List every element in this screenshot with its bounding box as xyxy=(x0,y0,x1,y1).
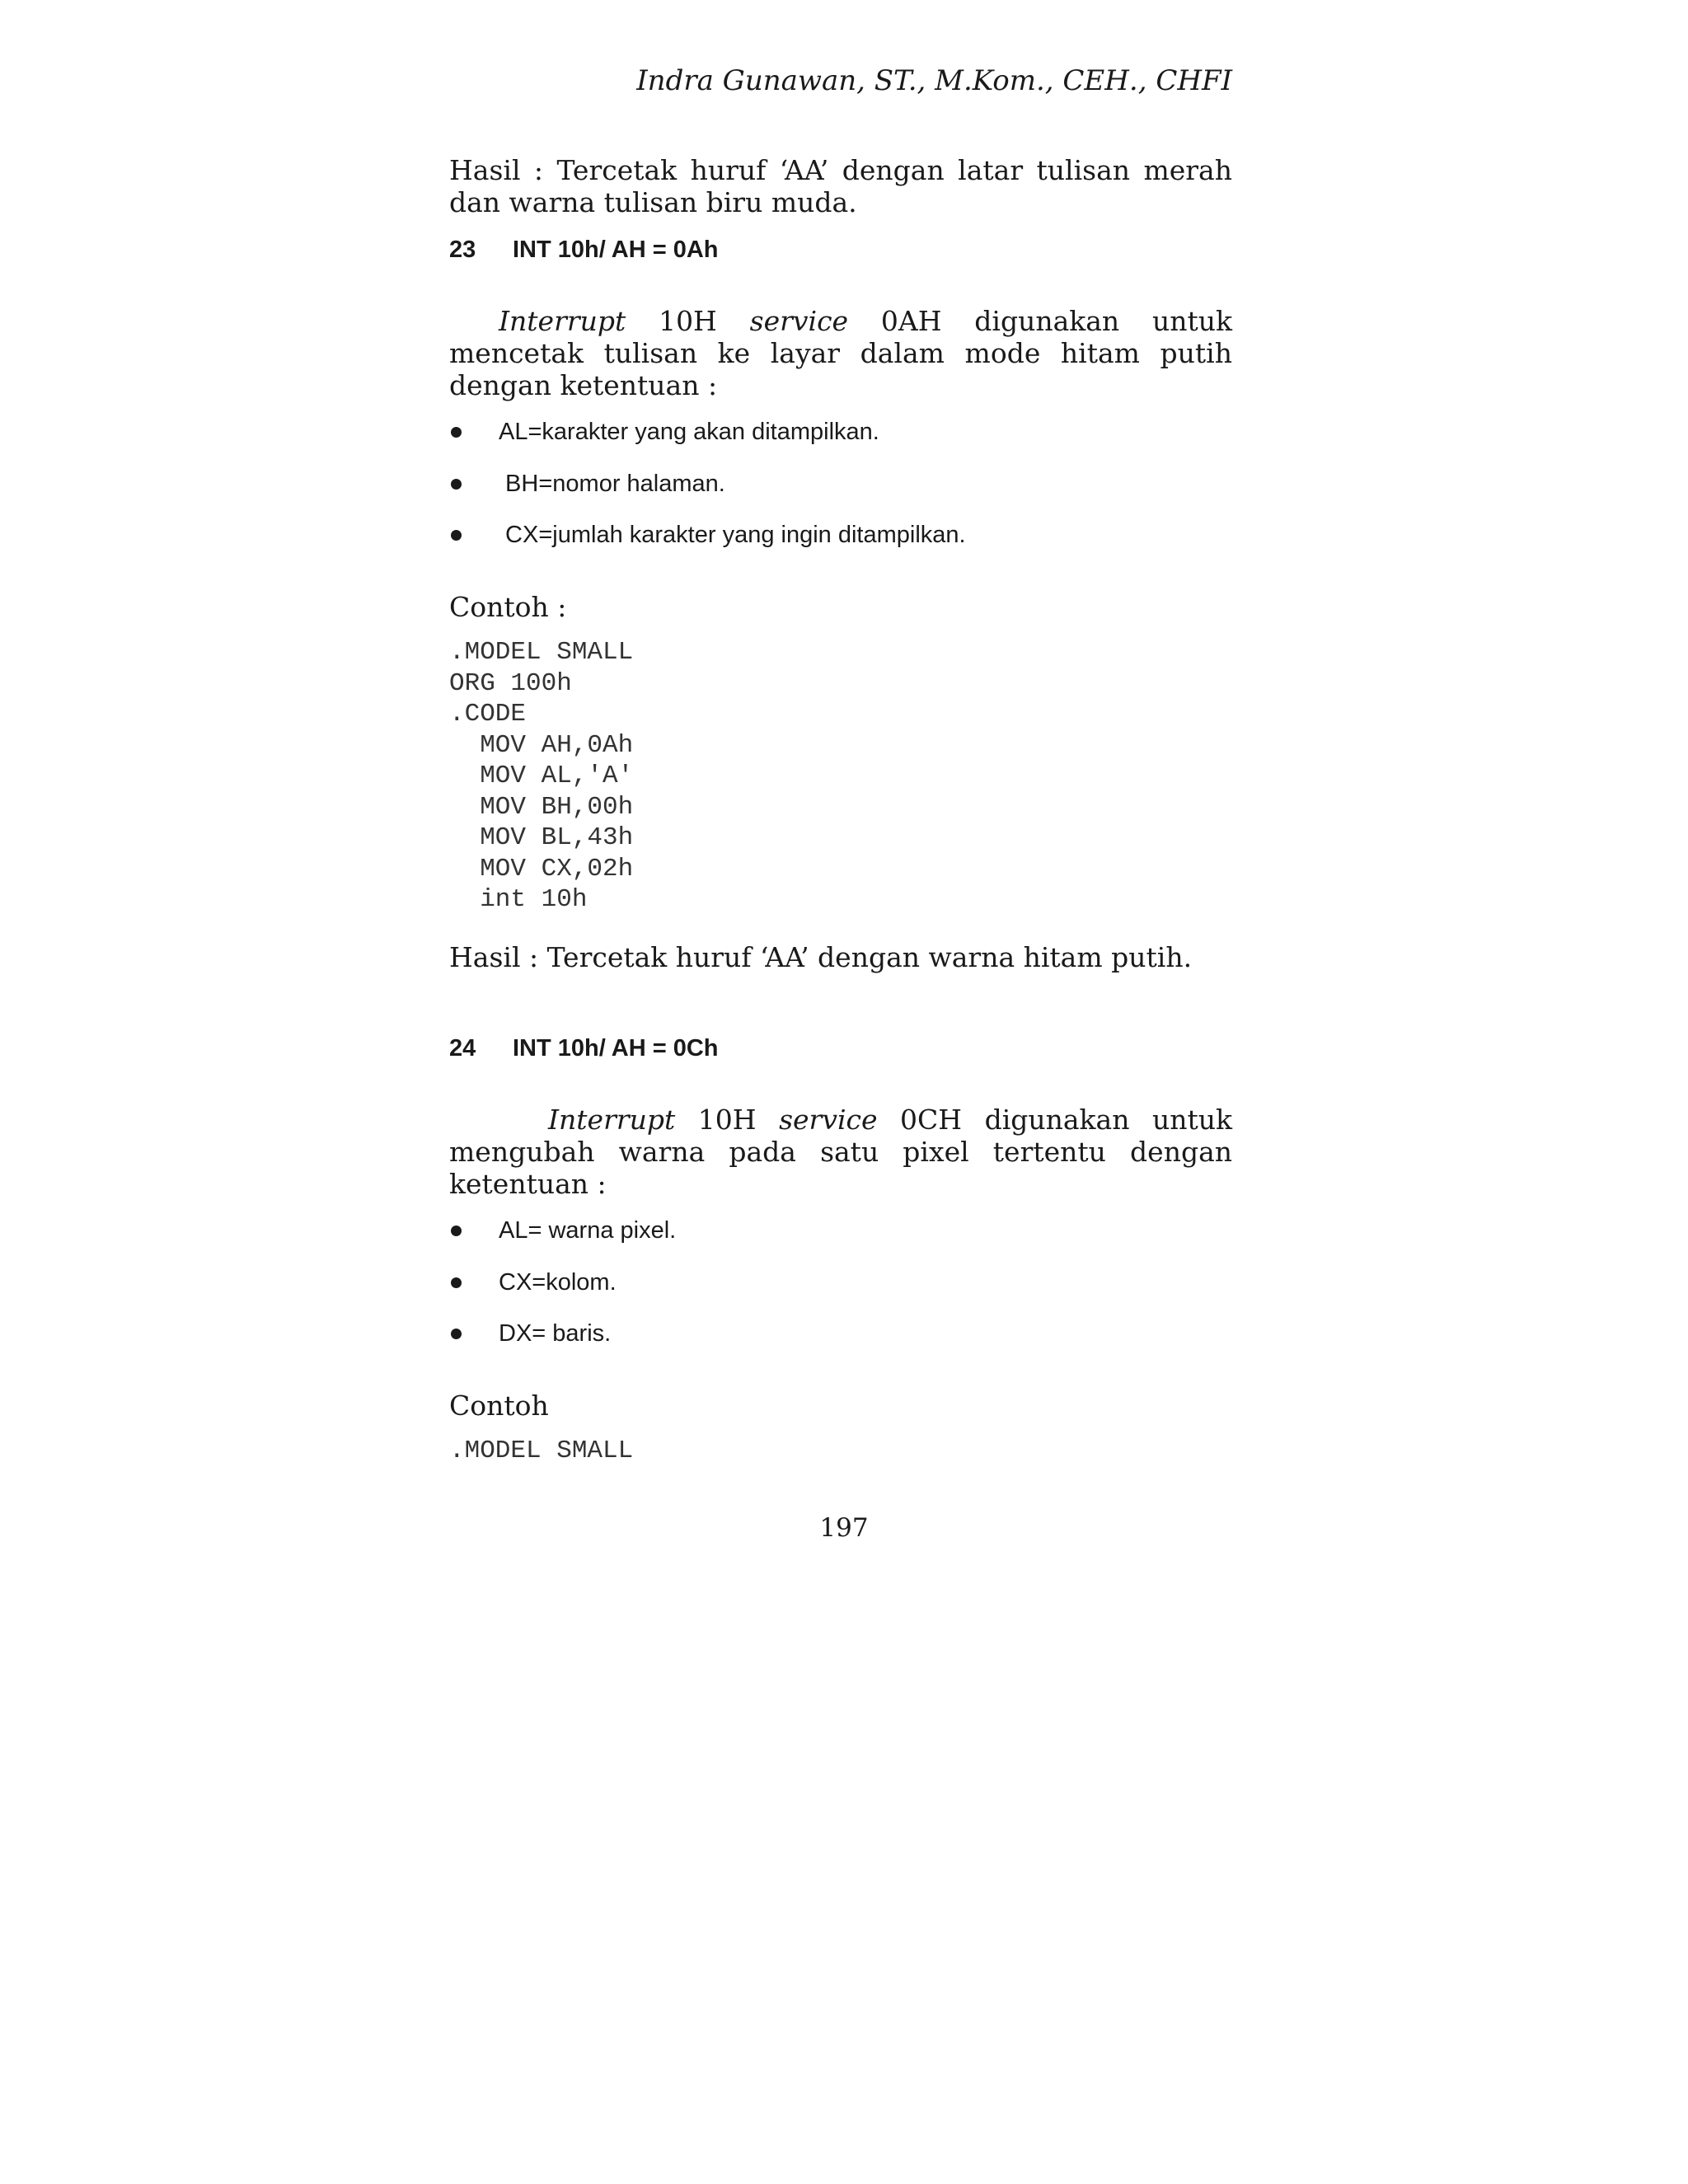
section-24-intro-italic-interrupt: Interrupt xyxy=(548,1104,676,1136)
bullet-dot-icon xyxy=(451,427,462,438)
section-24-intro-paragraph xyxy=(449,1104,1232,1200)
list-item-text: CX=jumlah karakter yang ingin ditampilkan. xyxy=(499,522,966,548)
section-23-intro-line-3: dengan ketentuan : xyxy=(449,369,718,401)
code-line: .CODE xyxy=(449,700,527,729)
section-24-title: INT 10h/ AH = 0Ch xyxy=(513,1035,719,1062)
bullet-dot-icon xyxy=(451,530,462,541)
previous-result-line-1: Hasil : Tercetak huruf ‘AA’ dengan latar tulisan merah xyxy=(449,154,1232,186)
section-23-heading xyxy=(449,237,719,264)
section-23-intro-text-2: 0AH digunakan untuk xyxy=(848,305,1232,337)
section-24-intro-line-1 xyxy=(449,1104,1232,1136)
section-23-number: 23 xyxy=(449,237,476,263)
section-23-intro-paragraph xyxy=(449,305,1232,401)
list-item-text: BH=nomor halaman. xyxy=(499,471,725,497)
bullet-dot-icon xyxy=(451,1329,462,1339)
section-23-result-text: Hasil : Tercetak huruf ‘AA’ dengan warna hitam putih. xyxy=(449,941,1193,973)
bullet-dot-icon xyxy=(451,1226,462,1236)
section-23-intro-line-1 xyxy=(449,305,1232,337)
section-24-intro-text-1: 10H xyxy=(675,1104,780,1136)
section-24-example-label: Contoh xyxy=(449,1390,549,1422)
list-item-text: AL=karakter yang akan ditampilkan. xyxy=(499,419,879,445)
code-line: MOV CX,02h xyxy=(449,854,634,883)
section-23-title: INT 10h/ AH = 0Ah xyxy=(513,237,719,263)
section-23-example-label: Contoh : xyxy=(449,591,567,623)
code-line: int 10h xyxy=(449,885,588,914)
section-24-intro-italic-service: service xyxy=(779,1104,878,1136)
section-24-intro-line-3: ketentuan : xyxy=(449,1168,607,1200)
page-number: 197 xyxy=(819,1513,869,1543)
code-line: MOV AL,'A' xyxy=(449,762,634,790)
code-line: MOV BL,43h xyxy=(449,823,634,852)
section-24-intro-line-2: mengubah warna pada satu pixel tertentu dengan xyxy=(449,1136,1232,1168)
section-23-intro-line-2: mencetak tulisan ke layar dalam mode hitam putih xyxy=(449,337,1232,369)
section-23-code-block xyxy=(449,637,633,916)
code-line: ORG 100h xyxy=(449,668,572,698)
previous-result-line-2: dan warna tulisan biru muda. xyxy=(449,186,857,218)
section-23-intro-italic-interrupt: Interrupt xyxy=(499,305,626,337)
list-item-text: DX= baris. xyxy=(499,1320,612,1347)
running-header-author: Indra Gunawan, ST., M.Kom., CEH., CHFI xyxy=(636,64,1232,97)
code-line: MOV BH,00h xyxy=(449,792,634,822)
code-line: MOV AH,0Ah xyxy=(449,730,634,760)
previous-result-paragraph xyxy=(449,154,1232,218)
section-23-intro-italic-service: service xyxy=(749,305,849,337)
list-item-text: AL= warna pixel. xyxy=(499,1217,677,1244)
section-24-bullet-list xyxy=(449,1217,1232,1357)
section-24-intro-text-2: 0CH digunakan untuk xyxy=(877,1104,1233,1136)
section-24-code-block xyxy=(449,1436,633,1467)
bullet-dot-icon xyxy=(451,479,462,490)
bullet-dot-icon xyxy=(451,1277,462,1288)
code-line: .MODEL SMALL xyxy=(449,1436,634,1465)
section-24-number: 24 xyxy=(449,1035,476,1062)
code-line: .MODEL SMALL xyxy=(449,638,634,667)
section-23-intro-text-1: 10H xyxy=(626,305,750,337)
list-item-text: CX=kolom. xyxy=(499,1269,617,1296)
section-23-bullet-list xyxy=(449,419,1232,559)
section-24-heading xyxy=(449,1035,719,1062)
